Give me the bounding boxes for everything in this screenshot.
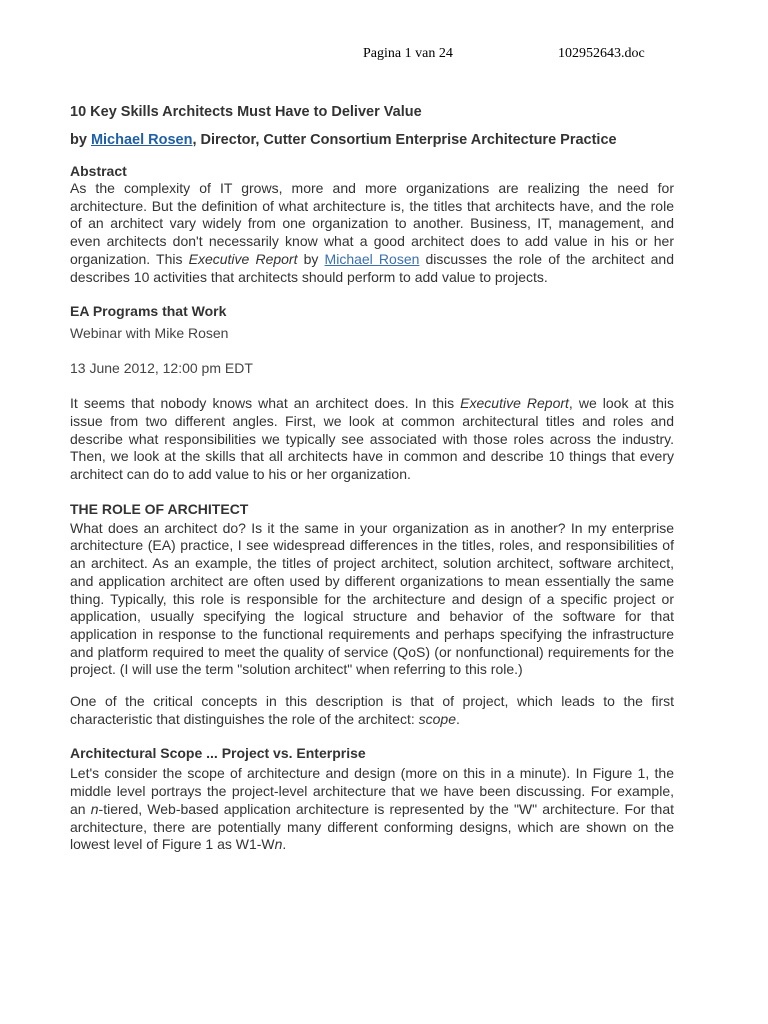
- abstract-italic: Executive Report: [188, 250, 298, 267]
- webinar-subtitle: Webinar with Mike Rosen: [70, 325, 229, 342]
- article-title: 10 Key Skills Architects Must Have to Deliver Value: [70, 104, 422, 120]
- scope-heading: Architectural Scope ... Project vs. Enterprise: [70, 745, 366, 762]
- role-italic: scope: [418, 710, 456, 727]
- scope-text: Let's consider the scope of architecture and design (more on this in a minute). In Figure 1, the middle level portrays the project-level architecture that we have been discussing. For example, an: [70, 765, 674, 817]
- role-heading: THE ROLE OF ARCHITECT: [70, 500, 249, 517]
- intro-paragraph: [70, 395, 674, 484]
- page-number: Pagina 1 van 24: [363, 46, 453, 61]
- abstract-text: As the complexity of IT grows, more and more organizations are realizing the need for architecture. But the definition of what architecture is, the titles that architects have, and the role of an architect vary widely from one organization to another. Business, IT, management, and even architects don't necessarily know what a good architect does to add value in his or her organization. This: [70, 180, 674, 267]
- role-text: One of the critical concepts in this description is that of project, which leads to the first characteristic that distinguishes the role of the architect:: [70, 693, 674, 727]
- abstract-text: discusses the role of the architect and describes 10 activities that architects should perform to add value to projects.: [70, 250, 674, 285]
- role-paragraph-1: What does an architect do? Is it the same in your organization as in another? In my enterprise architecture (EA) practice, I see widespread differences in the titles, roles, and responsibilities of an architect. As an example, the titles of project architect, solution architect, software architect, and application architect are often used by different organizations to mean essentially the same thing. Typically, this role is responsible for the architecture and design of a specific project or application, usually specifying the logical structure and behavior of the software for that application in response to the functional requirements and perhaps specifying the infrastructure and platform required to meet the quality of service (QoS) (or nonfunctional) requirements for the project. (I will use the term "solution architect" when referring to this role.): [70, 519, 674, 678]
- abstract-text: by: [297, 250, 325, 267]
- byline-prefix: by: [70, 132, 91, 148]
- intro-italic: Executive Report: [460, 395, 569, 412]
- intro-text: It seems that nobody knows what an architect does. In this: [70, 395, 461, 412]
- document-filename: 102952643.doc: [558, 46, 645, 61]
- scope-text: .: [282, 836, 287, 853]
- scope-paragraph: [70, 765, 674, 854]
- article-byline: [70, 130, 674, 150]
- abstract-paragraph: [70, 180, 674, 286]
- scope-italic: n: [274, 836, 283, 853]
- scope-italic: n: [90, 800, 99, 817]
- webinar-date: 13 June 2012, 12:00 pm EDT: [70, 360, 253, 377]
- role-text: .: [455, 710, 460, 727]
- scope-text: -tiered, Web-based application architecture is represented by the "W" architecture. For that architecture, there are potentially many different conforming designs, which are shown on the lowest level of Figure 1 as W1-W: [70, 800, 674, 853]
- article-body: [70, 102, 674, 854]
- abstract-heading: Abstract: [70, 163, 127, 179]
- byline-suffix: , Director, Cutter Consortium Enterprise Architecture Practice: [192, 132, 617, 148]
- role-paragraph-2: [70, 693, 674, 728]
- author-link[interactable]: Michael Rosen: [90, 132, 193, 148]
- intro-text: , we look at this issue from two different angles. First, we look at common architectural titles and roles and describe what responsibilities we typically see associated with those roles across the industry. Then, we look at the skills that all architects have in common and describe 10 things that every architect can do to add value to his or her organization.: [70, 395, 675, 483]
- abstract-author-link[interactable]: Michael Rosen: [324, 250, 420, 267]
- webinar-heading: EA Programs that Work: [70, 303, 227, 320]
